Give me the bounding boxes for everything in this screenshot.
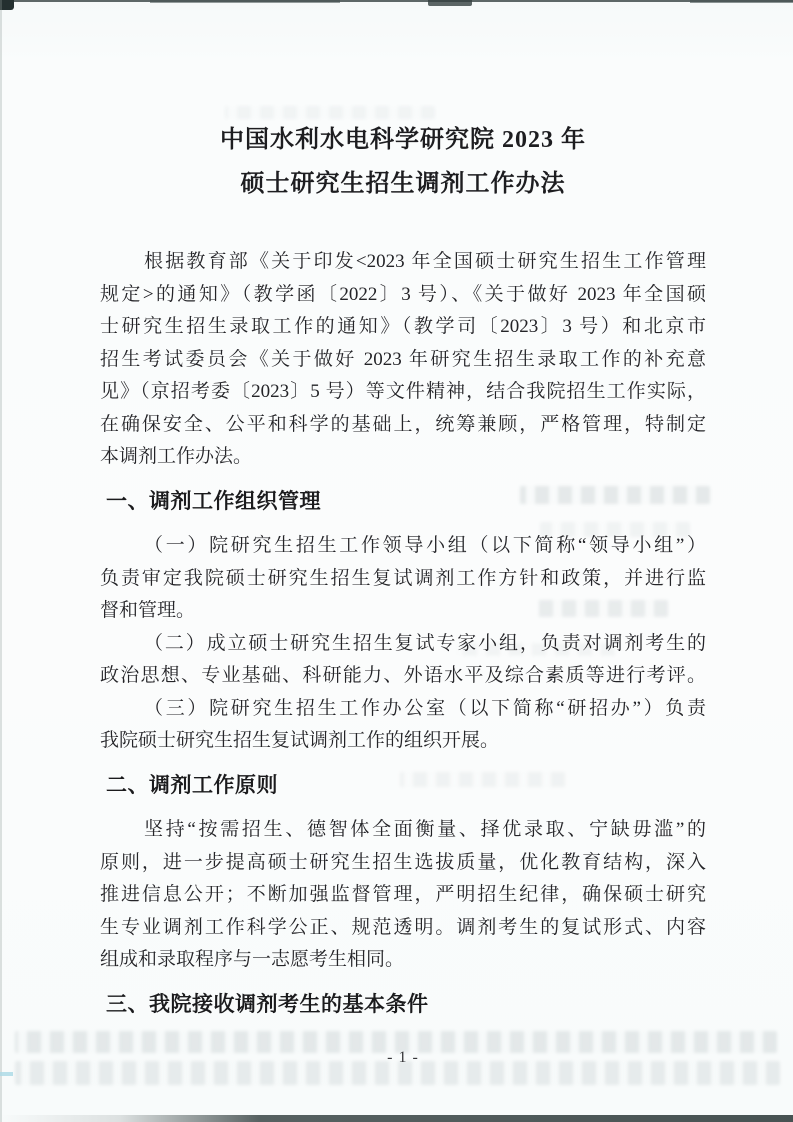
text-line: 根据教育部《关于印发<2023 年全国硕士研究生招生工作管理 xyxy=(144,251,706,272)
scan-artifact-bottom-edge xyxy=(0,1115,793,1122)
text-line: 坚持“按需招生、德智体全面衡量、择优录取、宁缺毋滥”的 xyxy=(144,819,706,840)
document-title-line1: 中国水利水电科学研究院 2023 年 xyxy=(220,127,586,153)
text-line: 见》（京招考委〔2023〕5 号）等文件精神，结合我院招生工作实际， xyxy=(100,381,706,402)
document-title-line2: 硕士研究生招生调剂工作办法 xyxy=(240,171,566,197)
paragraph xyxy=(100,693,706,758)
section-heading: 三、我院接收调剂考生的基本条件 xyxy=(106,992,429,1016)
paragraph xyxy=(100,530,706,628)
paragraph xyxy=(100,628,706,693)
document-body xyxy=(100,246,706,1033)
text-line: 组成和录取程序与一志愿考生相同。 xyxy=(100,949,405,970)
text-line: 负责审定我院硕士研究生招生复试调剂工作方针和政策，并进行监 xyxy=(100,567,706,589)
page-number: - 1 - xyxy=(387,1049,419,1066)
scan-artifact-top-edge xyxy=(0,0,793,2)
text-line: 原则，进一步提高硕士研究生招生选拔质量，优化教育结构，深入 xyxy=(100,851,706,873)
text-line: 在确保安全、公平和科学的基础上，统筹兼顾，严格管理，特制定 xyxy=(100,413,706,435)
scan-artifact-top-left-blob xyxy=(0,0,14,10)
scan-artifact-cyan-mark xyxy=(0,1072,13,1076)
text-line: 本调剂工作办法。 xyxy=(100,446,253,467)
scan-artifact-top-segment xyxy=(150,0,340,3)
scan-artifact-top-segment xyxy=(428,0,472,6)
text-line: 生专业调剂工作科学公正、规范透明。调剂考生的复试形式、内容 xyxy=(100,916,706,938)
document-title xyxy=(100,118,706,206)
section-heading: 二、调剂工作原则 xyxy=(106,773,278,797)
text-line: 推进信息公开；不断加强监督管理，严明招生纪律，确保硕士研究 xyxy=(100,884,706,905)
text-line: （二）成立硕士研究生招生复试专家小组，负责对调剂考生的 xyxy=(144,632,706,654)
section-heading: 一、调剂工作组织管理 xyxy=(106,489,321,513)
text-line: 招生考试委员会《关于做好 2023 年研究生招生录取工作的补充意 xyxy=(100,348,706,370)
text-line: （一）院研究生招生工作领导小组（以下简称“领导小组”） xyxy=(144,535,706,556)
text-line: 规定>的通知》（教学函〔2022〕3 号）、《关于做好 2023 年全国硕 xyxy=(100,283,706,305)
text-line: 政治思想、专业基础、科研能力、外语水平及综合素质等进行考评。 xyxy=(100,665,706,686)
text-line: 士研究生招生录取工作的通知》（教学司〔2023〕3 号）和北京市 xyxy=(100,316,706,337)
scan-artifact-top-segment xyxy=(690,0,793,3)
paragraph xyxy=(100,246,706,474)
text-line: 督和管理。 xyxy=(100,600,196,621)
paragraph xyxy=(100,814,706,977)
text-line: 我院硕士研究生招生复试调剂工作的组织开展。 xyxy=(100,730,500,751)
scan-artifact-left-edge xyxy=(0,0,2,1122)
text-line: （三）院研究生招生工作办公室（以下简称“研招办”）负责 xyxy=(144,697,706,719)
